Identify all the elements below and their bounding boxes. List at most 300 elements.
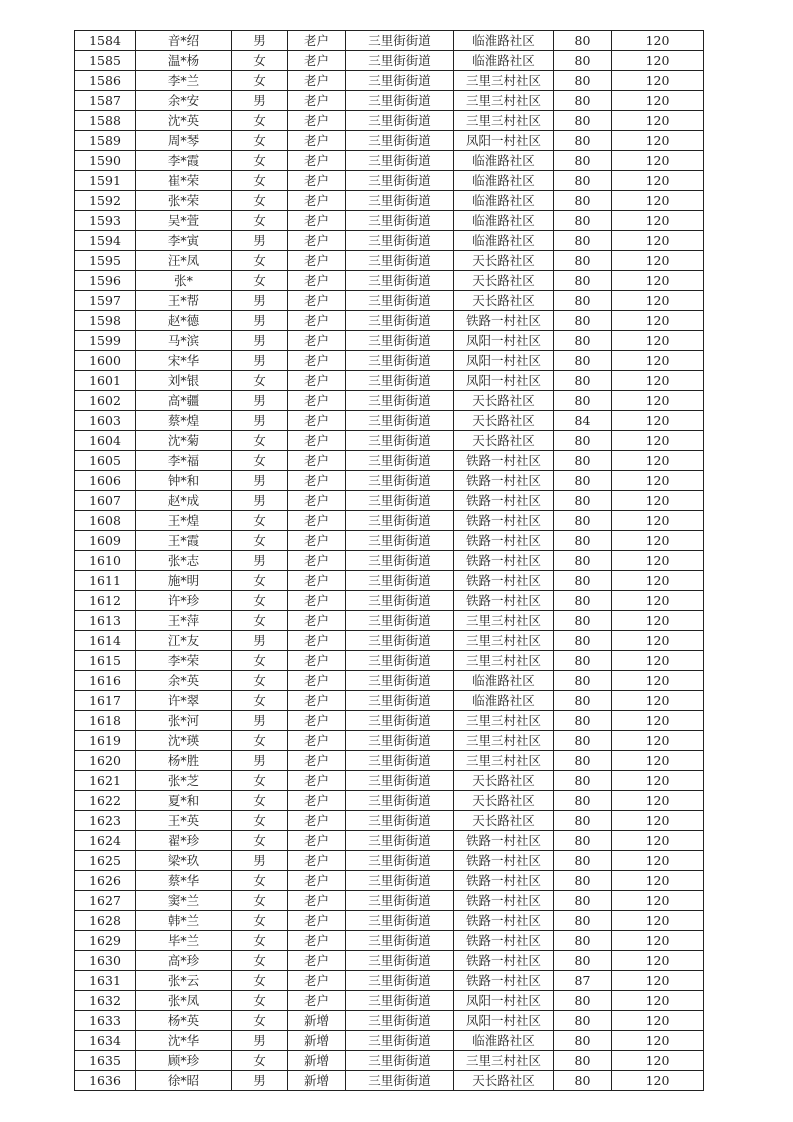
cell-gender: 男 [232,851,288,871]
cell-row-number: 1636 [75,1071,136,1091]
cell-amount: 80 [554,731,612,751]
cell-amount: 80 [554,551,612,571]
cell-community: 天长路社区 [454,291,554,311]
table-row [75,611,704,631]
cell-gender: 女 [232,71,288,91]
cell-household-type: 老户 [288,171,346,191]
cell-row-number: 1609 [75,531,136,551]
table-row [75,931,704,951]
cell-name: 梁*玖 [136,851,232,871]
cell-community: 铁路一村社区 [454,931,554,951]
cell-gender: 男 [232,391,288,411]
cell-amount: 80 [554,111,612,131]
table-row [75,811,704,831]
cell-standard: 120 [612,691,704,711]
cell-standard: 120 [612,371,704,391]
cell-row-number: 1593 [75,211,136,231]
cell-standard: 120 [612,791,704,811]
cell-street: 三里街街道 [346,231,454,251]
table-row [75,771,704,791]
cell-name: 蔡*华 [136,871,232,891]
table-row [75,671,704,691]
cell-row-number: 1619 [75,731,136,751]
cell-household-type: 老户 [288,511,346,531]
cell-amount: 80 [554,791,612,811]
cell-standard: 120 [612,731,704,751]
cell-standard: 120 [612,811,704,831]
table-row [75,571,704,591]
cell-household-type: 老户 [288,811,346,831]
cell-name: 赵*成 [136,491,232,511]
cell-gender: 女 [232,811,288,831]
cell-gender: 女 [232,691,288,711]
cell-standard: 120 [612,1051,704,1071]
cell-street: 三里街街道 [346,271,454,291]
cell-amount: 80 [554,811,612,831]
cell-row-number: 1584 [75,31,136,51]
cell-community: 铁路一村社区 [454,911,554,931]
cell-household-type: 老户 [288,691,346,711]
table-row [75,351,704,371]
cell-row-number: 1595 [75,251,136,271]
cell-community: 临淮路社区 [454,171,554,191]
cell-gender: 女 [232,671,288,691]
cell-household-type: 老户 [288,591,346,611]
cell-street: 三里街街道 [346,1031,454,1051]
cell-name: 张*凤 [136,991,232,1011]
cell-household-type: 老户 [288,351,346,371]
cell-gender: 男 [232,311,288,331]
cell-standard: 120 [612,211,704,231]
cell-street: 三里街街道 [346,131,454,151]
cell-street: 三里街街道 [346,311,454,331]
table-row [75,731,704,751]
cell-name: 钟*和 [136,471,232,491]
cell-row-number: 1601 [75,371,136,391]
cell-name: 李*福 [136,451,232,471]
table-row [75,171,704,191]
table-row [75,591,704,611]
cell-household-type: 老户 [288,431,346,451]
cell-gender: 女 [232,1051,288,1071]
table-row [75,971,704,991]
cell-amount: 80 [554,891,612,911]
cell-community: 三里三村社区 [454,651,554,671]
cell-name: 李*荣 [136,651,232,671]
cell-gender: 女 [232,651,288,671]
cell-row-number: 1613 [75,611,136,631]
cell-household-type: 老户 [288,251,346,271]
cell-gender: 女 [232,731,288,751]
cell-name: 王*英 [136,811,232,831]
cell-standard: 120 [612,471,704,491]
cell-gender: 男 [232,1071,288,1091]
cell-community: 凤阳一村社区 [454,1011,554,1031]
cell-street: 三里街街道 [346,831,454,851]
cell-row-number: 1614 [75,631,136,651]
cell-row-number: 1631 [75,971,136,991]
cell-household-type: 老户 [288,931,346,951]
cell-amount: 80 [554,711,612,731]
cell-name: 许*翠 [136,691,232,711]
cell-name: 宋*华 [136,351,232,371]
cell-standard: 120 [612,351,704,371]
cell-community: 临淮路社区 [454,231,554,251]
cell-household-type: 老户 [288,291,346,311]
cell-community: 临淮路社区 [454,1031,554,1051]
cell-gender: 男 [232,351,288,371]
cell-name: 施*明 [136,571,232,591]
cell-amount: 80 [554,931,612,951]
cell-community: 三里三村社区 [454,631,554,651]
cell-street: 三里街街道 [346,211,454,231]
cell-household-type: 老户 [288,111,346,131]
cell-community: 凤阳一村社区 [454,991,554,1011]
cell-gender: 女 [232,951,288,971]
cell-gender: 女 [232,151,288,171]
cell-street: 三里街街道 [346,951,454,971]
cell-community: 三里三村社区 [454,71,554,91]
cell-community: 铁路一村社区 [454,971,554,991]
cell-gender: 女 [232,831,288,851]
cell-community: 铁路一村社区 [454,311,554,331]
cell-household-type: 老户 [288,231,346,251]
cell-row-number: 1622 [75,791,136,811]
table-row [75,371,704,391]
cell-community: 铁路一村社区 [454,511,554,531]
cell-amount: 80 [554,951,612,971]
cell-standard: 120 [612,51,704,71]
cell-household-type: 老户 [288,271,346,291]
cell-amount: 80 [554,671,612,691]
cell-standard: 120 [612,531,704,551]
cell-row-number: 1627 [75,891,136,911]
cell-gender: 女 [232,791,288,811]
cell-amount: 80 [554,331,612,351]
cell-name: 张*芝 [136,771,232,791]
cell-amount: 80 [554,51,612,71]
cell-amount: 80 [554,571,612,591]
cell-standard: 120 [612,831,704,851]
cell-household-type: 老户 [288,151,346,171]
cell-gender: 女 [232,531,288,551]
cell-gender: 女 [232,971,288,991]
table-row [75,871,704,891]
cell-row-number: 1633 [75,1011,136,1031]
cell-street: 三里街街道 [346,471,454,491]
table-row [75,471,704,491]
cell-community: 铁路一村社区 [454,491,554,511]
cell-street: 三里街街道 [346,811,454,831]
cell-standard: 120 [612,91,704,111]
table-row [75,791,704,811]
table-row [75,91,704,111]
cell-household-type: 老户 [288,411,346,431]
cell-community: 凤阳一村社区 [454,371,554,391]
table-row [75,311,704,331]
cell-street: 三里街街道 [346,351,454,371]
cell-name: 杨*英 [136,1011,232,1031]
table-row [75,51,704,71]
cell-community: 铁路一村社区 [454,531,554,551]
cell-name: 余*英 [136,671,232,691]
cell-amount: 80 [554,871,612,891]
cell-community: 临淮路社区 [454,671,554,691]
cell-gender: 男 [232,291,288,311]
cell-row-number: 1612 [75,591,136,611]
cell-name: 高*珍 [136,951,232,971]
cell-gender: 女 [232,191,288,211]
cell-row-number: 1607 [75,491,136,511]
cell-amount: 80 [554,511,612,531]
cell-name: 王*煌 [136,511,232,531]
cell-community: 天长路社区 [454,1071,554,1091]
table-row [75,1071,704,1091]
cell-household-type: 老户 [288,711,346,731]
cell-street: 三里街街道 [346,71,454,91]
cell-community: 天长路社区 [454,271,554,291]
cell-community: 三里三村社区 [454,751,554,771]
cell-household-type: 新增 [288,1011,346,1031]
cell-name: 余*安 [136,91,232,111]
cell-name: 温*杨 [136,51,232,71]
cell-standard: 120 [612,191,704,211]
cell-amount: 80 [554,131,612,151]
cell-standard: 120 [612,291,704,311]
table-row [75,431,704,451]
cell-household-type: 老户 [288,191,346,211]
cell-row-number: 1590 [75,151,136,171]
table-row [75,531,704,551]
cell-row-number: 1632 [75,991,136,1011]
cell-row-number: 1634 [75,1031,136,1051]
cell-row-number: 1608 [75,511,136,531]
cell-row-number: 1625 [75,851,136,871]
cell-row-number: 1606 [75,471,136,491]
cell-amount: 80 [554,451,612,471]
cell-household-type: 老户 [288,491,346,511]
cell-standard: 120 [612,1011,704,1031]
cell-community: 铁路一村社区 [454,571,554,591]
cell-street: 三里街街道 [346,631,454,651]
cell-gender: 女 [232,271,288,291]
cell-community: 铁路一村社区 [454,451,554,471]
cell-street: 三里街街道 [346,891,454,911]
cell-row-number: 1585 [75,51,136,71]
cell-row-number: 1602 [75,391,136,411]
cell-name: 徐*昭 [136,1071,232,1091]
cell-household-type: 老户 [288,331,346,351]
cell-row-number: 1594 [75,231,136,251]
cell-name: 赵*德 [136,311,232,331]
cell-street: 三里街街道 [346,851,454,871]
cell-community: 临淮路社区 [454,191,554,211]
cell-household-type: 老户 [288,51,346,71]
cell-community: 临淮路社区 [454,151,554,171]
table-row [75,551,704,571]
cell-gender: 女 [232,511,288,531]
table-row [75,691,704,711]
cell-street: 三里街街道 [346,771,454,791]
table-row [75,111,704,131]
cell-household-type: 老户 [288,911,346,931]
cell-gender: 女 [232,1011,288,1031]
cell-amount: 80 [554,271,612,291]
table-row [75,411,704,431]
cell-amount: 80 [554,391,612,411]
cell-name: 张*河 [136,711,232,731]
cell-standard: 120 [612,1071,704,1091]
cell-community: 铁路一村社区 [454,951,554,971]
cell-row-number: 1629 [75,931,136,951]
cell-community: 铁路一村社区 [454,891,554,911]
cell-name: 张* [136,271,232,291]
cell-household-type: 老户 [288,451,346,471]
cell-community: 天长路社区 [454,431,554,451]
cell-standard: 120 [612,871,704,891]
cell-household-type: 老户 [288,131,346,151]
cell-row-number: 1596 [75,271,136,291]
cell-community: 三里三村社区 [454,611,554,631]
table-row [75,211,704,231]
cell-amount: 80 [554,251,612,271]
table-row [75,31,704,51]
cell-gender: 女 [232,51,288,71]
cell-standard: 120 [612,1031,704,1051]
cell-amount: 80 [554,911,612,931]
cell-gender: 女 [232,911,288,931]
cell-street: 三里街街道 [346,511,454,531]
cell-community: 临淮路社区 [454,51,554,71]
cell-gender: 女 [232,611,288,631]
cell-street: 三里街街道 [346,291,454,311]
cell-row-number: 1617 [75,691,136,711]
cell-amount: 80 [554,431,612,451]
cell-row-number: 1597 [75,291,136,311]
cell-household-type: 老户 [288,991,346,1011]
cell-row-number: 1603 [75,411,136,431]
cell-standard: 120 [612,931,704,951]
cell-community: 三里三村社区 [454,711,554,731]
cell-amount: 80 [554,631,612,651]
cell-gender: 男 [232,631,288,651]
cell-standard: 120 [612,711,704,731]
cell-street: 三里街街道 [346,491,454,511]
cell-amount: 80 [554,151,612,171]
cell-amount: 80 [554,171,612,191]
cell-street: 三里街街道 [346,711,454,731]
cell-standard: 120 [612,611,704,631]
cell-household-type: 老户 [288,611,346,631]
cell-street: 三里街街道 [346,191,454,211]
cell-row-number: 1630 [75,951,136,971]
cell-household-type: 老户 [288,891,346,911]
cell-community: 三里三村社区 [454,731,554,751]
cell-amount: 80 [554,311,612,331]
cell-standard: 120 [612,331,704,351]
cell-household-type: 老户 [288,971,346,991]
cell-household-type: 老户 [288,631,346,651]
cell-name: 顾*珍 [136,1051,232,1071]
cell-row-number: 1621 [75,771,136,791]
cell-gender: 女 [232,771,288,791]
cell-community: 天长路社区 [454,771,554,791]
cell-household-type: 老户 [288,391,346,411]
cell-standard: 120 [612,131,704,151]
table-row [75,851,704,871]
cell-name: 李*霞 [136,151,232,171]
cell-household-type: 新增 [288,1031,346,1051]
cell-household-type: 老户 [288,91,346,111]
cell-name: 王*萍 [136,611,232,631]
cell-street: 三里街街道 [346,991,454,1011]
cell-standard: 120 [612,771,704,791]
cell-gender: 女 [232,991,288,1011]
cell-name: 许*珍 [136,591,232,611]
cell-street: 三里街街道 [346,1071,454,1091]
cell-gender: 女 [232,131,288,151]
cell-name: 杨*胜 [136,751,232,771]
cell-gender: 男 [232,751,288,771]
cell-standard: 120 [612,571,704,591]
cell-name: 窦*兰 [136,891,232,911]
cell-row-number: 1589 [75,131,136,151]
cell-standard: 120 [612,171,704,191]
table-row [75,291,704,311]
cell-street: 三里街街道 [346,531,454,551]
cell-amount: 80 [554,1051,612,1071]
cell-street: 三里街街道 [346,1011,454,1031]
cell-gender: 男 [232,551,288,571]
cell-amount: 80 [554,91,612,111]
cell-street: 三里街街道 [346,791,454,811]
cell-standard: 120 [612,491,704,511]
cell-amount: 80 [554,1011,612,1031]
cell-household-type: 老户 [288,311,346,331]
cell-street: 三里街街道 [346,111,454,131]
cell-gender: 男 [232,471,288,491]
cell-gender: 女 [232,251,288,271]
cell-gender: 女 [232,591,288,611]
cell-community: 天长路社区 [454,391,554,411]
cell-amount: 80 [554,1031,612,1051]
cell-community: 凤阳一村社区 [454,331,554,351]
cell-street: 三里街街道 [346,51,454,71]
table-row [75,751,704,771]
cell-gender: 男 [232,31,288,51]
cell-amount: 80 [554,831,612,851]
cell-gender: 女 [232,571,288,591]
cell-name: 韩*兰 [136,911,232,931]
cell-community: 临淮路社区 [454,691,554,711]
cell-gender: 女 [232,431,288,451]
cell-community: 铁路一村社区 [454,471,554,491]
cell-community: 临淮路社区 [454,211,554,231]
cell-standard: 120 [612,431,704,451]
cell-community: 凤阳一村社区 [454,351,554,371]
table-row [75,151,704,171]
cell-name: 周*琴 [136,131,232,151]
cell-name: 音*绍 [136,31,232,51]
cell-gender: 女 [232,171,288,191]
table-row [75,1011,704,1031]
cell-name: 张*云 [136,971,232,991]
cell-row-number: 1605 [75,451,136,471]
cell-gender: 男 [232,91,288,111]
cell-name: 翟*珍 [136,831,232,851]
table-row [75,271,704,291]
cell-row-number: 1591 [75,171,136,191]
